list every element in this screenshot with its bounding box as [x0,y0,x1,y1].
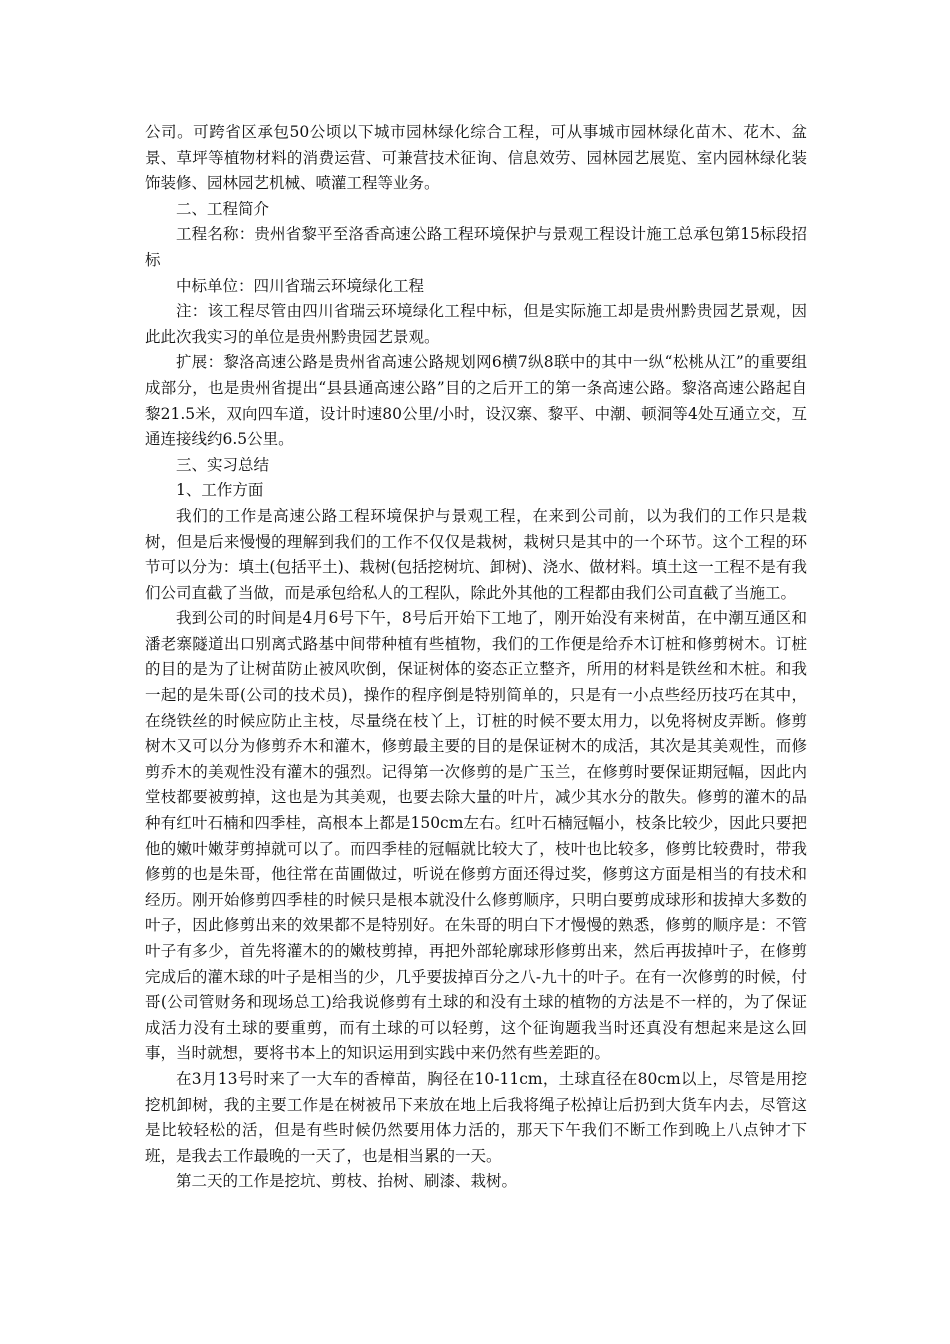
paragraph-staking-pruning: 我到公司的时间是4月6号下午，8号后开始下工地了，刚开始没有来树苗，在中潮互通区和潘老寨隧道出口别离式路基中间带种植有些植物，我们的工作便是给乔木订桩和修剪树木。订桩的目的是为了让树苗防止被风吹倒，保证树体的姿态正立整齐，所用的材料是铁丝和木桩。和我一起的是朱哥(公司的技术员)，操作的程序倒是特别简单的，只是有一小点些经历技巧在其中，在绕铁丝的时候应防止主枝，尽量绕在枝丫上，订桩的时候不要太用力，以免将树皮弄断。修剪树木又可以分为修剪乔木和灌木，修剪最主要的目的是保证树木的成活，其次是其美观性，而修剪乔木的美观性没有灌木的强烈。记得第一次修剪的是广玉兰，在修剪时要保证期冠幅，因此内堂枝都要被剪掉，这也是为其美观，也要去除大量的叶片，减少其水分的散失。修剪的灌木的品种有红叶石楠和四季桂，高根本上都是150cm左右。红叶石楠冠幅小，枝条比较少，因此只要把他的嫩叶嫩芽剪掉就可以了。而四季桂的冠幅就比较大了，枝叶也比较多，修剪比较费时，带我修剪的也是朱哥，他往常在苗圃做过，听说在修剪方面还得过奖，修剪这方面是相当的有技术和经历。刚开始修剪四季桂的时候只是根本就没什么修剪顺序，只明白要剪成球形和拔掉大多数的叶子，因此修剪出来的效果都不是特别好。在朱哥的明白下才慢慢的熟悉，修剪的顺序是：不管叶子有多少，首先将灌木的的嫩枝剪掉，再把外部轮廓球形修剪出来，然后再拔掉叶子，在修剪完成后的灌木球的叶子是相当的少，几乎要拔掉百分之八-九十的叶子。在有一次修剪的时候，付哥(公司管财务和现场总工)给我说修剪有土球的和没有土球的植物的方法是不一样的，为了保证成活力没有土球的要重剪，而有土球的可以轻剪，这个征询题我当时还真没有想起来是这么回事，当时就想，要将书本上的知识运用到实践中来仍然有些差距的。 [145,609,807,1063]
section-heading-internship-summary: 三、实习总结 [176,455,270,474]
paragraph-winning-bidder: 中标单位：四川省瑞云环境绿化工程 [176,276,425,295]
paragraph-note: 注：该工程尽管由四川省瑞云环境绿化工程中标，但是实际施工却是贵州黔贵园艺景观，因此此次我实习的单位是贵州黔贵园艺景观。 [145,302,807,346]
paragraph-camphor-unloading: 在3月13号时来了一大车的香樟苗，胸径在10-11cm，土球直径在80cm以上，尽管是用挖挖机卸树，我的主要工作是在树被吊下来放在地上后我将绳子松掉让后扔到大货车内去，尽管这是比较轻松的活，但是有些时候仍然要用体力活的，那天下午我们不断工作到晚上八点钟才下班，是我去工作最晚的一天了，也是相当累的一天。 [145,1069,807,1165]
paragraph-extension: 扩展：黎洛高速公路是贵州省高速公路规划网6横7纵8联中的其中一纵“松桃从江”的重要组成部分，也是贵州省提出“县县通高速公路”目的之后开工的第一条高速公路。黎洛高速公路起自黎21.5米，双向四车道，设计时速80公里/小时，设汉寨、黎平、中潮、顿洞等4处互通立交，互通连接线约6.5公里。 [145,353,807,449]
document-body [145,120,807,1195]
section-heading-project-intro: 二、工程简介 [176,199,270,218]
paragraph-company-scope: 公司。可跨省区承包50公顷以下城市园林绿化综合工程，可从事城市园林绿化苗木、花木、盆景、草坪等植物材料的消费运营、可兼营技术征询、信息效劳、园林园艺展览、室内园林绿化装饰装修、园林园艺机械、喷灌工程等业务。 [145,123,807,193]
paragraph-work-overview: 我们的工作是高速公路工程环境保护与景观工程，在来到公司前，以为我们的工作只是栽树，但是后来慢慢的理解到我们的工作不仅仅是栽树，栽树只是其中的一个环节。这个工程的环节可以分为：填土(包括平土)、栽树(包括挖树坑、卸树)、浇水、做材料。填土这一工程不是有我们公司直截了当做，而是承包给私人的工程队，除此外其他的工程都由我们公司直截了当施工。 [145,506,807,602]
paragraph-next-day-work: 第二天的工作是挖坑、剪枝、抬树、刷漆、栽树。 [176,1172,518,1191]
paragraph-project-name: 工程名称：贵州省黎平至洛香高速公路工程环境保护与景观工程设计施工总承包第15标段招标 [145,225,807,269]
subsection-heading-work: 1、工作方面 [176,481,264,500]
